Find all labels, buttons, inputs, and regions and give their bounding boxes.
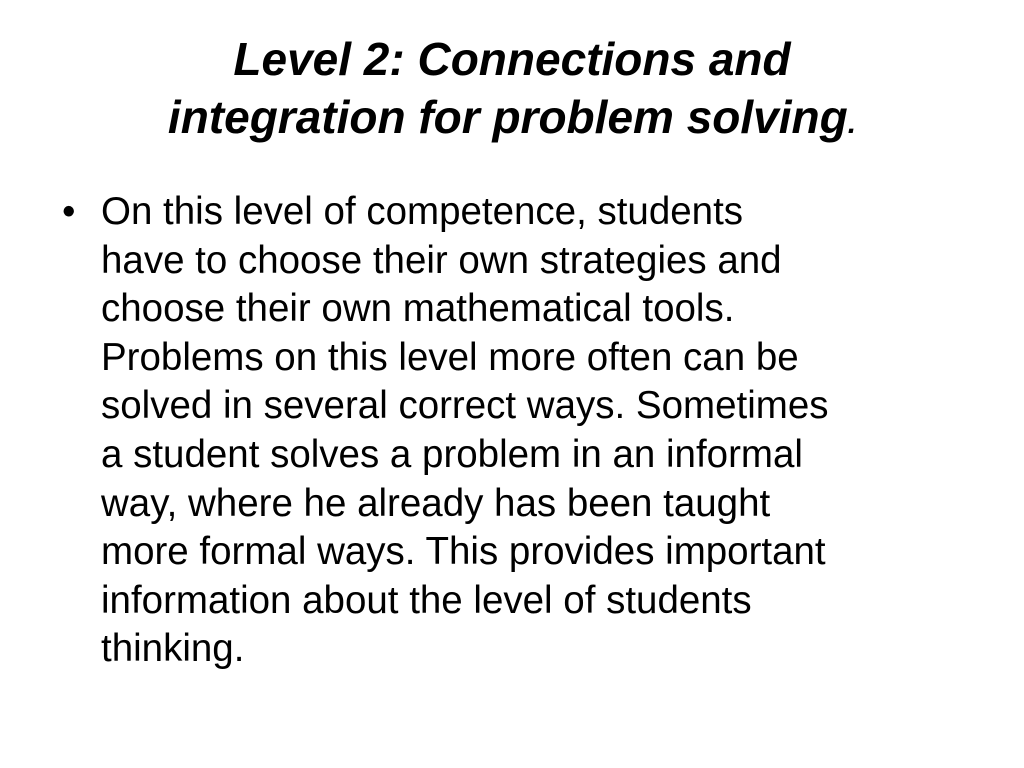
bullet-line: On this level of competence, students xyxy=(101,190,744,233)
slide-title xyxy=(0,30,1024,153)
bullet-line: choose their own mathematical tools. xyxy=(101,287,735,331)
bullet-list xyxy=(0,188,1024,674)
bullet-line: information about the level of students xyxy=(101,578,752,622)
bullet-line: thinking. xyxy=(101,627,245,671)
bullet-item xyxy=(0,188,1024,674)
bullet-line: a student solves a problem in an informal xyxy=(101,432,803,476)
slide-title-period: . xyxy=(847,107,857,140)
bullet-text xyxy=(101,188,984,674)
bullet-dot-icon: • xyxy=(62,190,76,233)
bullet-line: way, where he already has been taught xyxy=(101,481,771,525)
bullet-line: Problems on this level more often can be xyxy=(101,335,799,379)
slide-title-line-2-text: integration for problem solving xyxy=(167,91,848,143)
bullet-line: have to choose their own strategies and xyxy=(101,238,782,282)
bullet-line: solved in several correct ways. Sometimes xyxy=(101,384,829,428)
bullet-line: more formal ways. This provides important xyxy=(101,530,826,574)
slide-title-line-2 xyxy=(0,88,1024,153)
slide-title-line-1: Level 2: Connections and xyxy=(233,33,791,85)
